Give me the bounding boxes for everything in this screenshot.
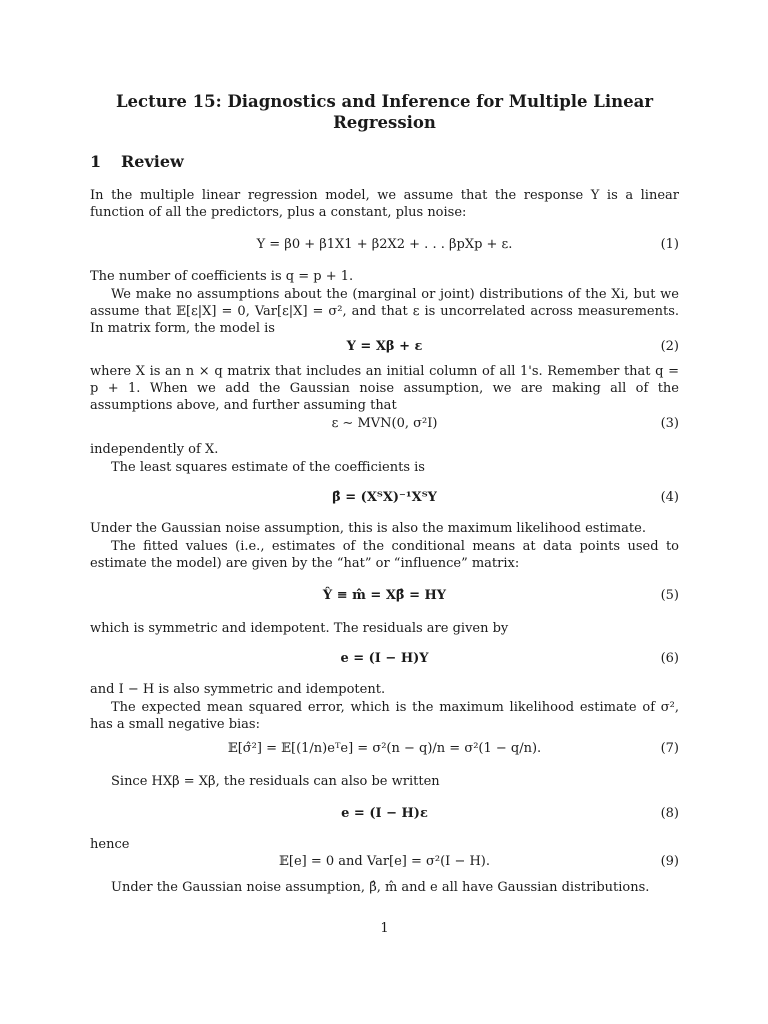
equation-9-body: 𝔼[e] = 0 and Var[e] = σ²(I − H). (278, 854, 491, 869)
equation-1-body: Y = β0 + β1X1 + β2X2 + . . . βpXp + ε. (256, 237, 513, 252)
equation-6-number: (6) (660, 651, 679, 666)
paragraph-9: which is symmetric and idempotent. The residuals are given by (90, 621, 509, 636)
paragraph-14: Under the Gaussian noise assumption, β̂, m̂ and e all have Gaussian distributions. (111, 880, 650, 895)
equation-6-body: e = (I − H)Y (340, 651, 429, 666)
section-heading (90, 153, 184, 170)
paragraph-13: hence (90, 837, 130, 852)
equation-5-number: (5) (660, 588, 679, 603)
section-number: 1 (90, 152, 102, 171)
paragraph-7: Under the Gaussian noise assumption, this is also the maximum likelihood estimate. (90, 521, 646, 536)
paragraph-6: The least squares estimate of the coefficients is (111, 460, 425, 475)
equation-7-body: 𝔼[σ̂²] = 𝔼[(1/n)eᵀe] = σ²(n − q)/n = σ²(1 − q/n). (227, 741, 542, 756)
equation-6 (90, 650, 679, 670)
paragraph-11: The expected mean squared error, which is the maximum likelihood estimate of σ², has a small negative bias: (90, 700, 679, 732)
equation-2 (90, 338, 679, 358)
equation-3-body: ε ∼ MVN(0, σ²I) (331, 416, 438, 431)
equation-2-number: (2) (660, 339, 679, 354)
equation-5 (90, 587, 679, 607)
document-page (90, 0, 679, 1024)
equation-3-number: (3) (660, 416, 679, 431)
lecture-title-text: Lecture 15: Diagnostics and Inference for Multiple Linear Regression (115, 92, 654, 132)
equation-2-body: Y = Xβ + ε (346, 339, 423, 354)
equation-1 (90, 236, 679, 256)
equation-9-number: (9) (660, 854, 679, 869)
equation-3 (90, 415, 679, 435)
equation-4 (90, 489, 679, 509)
equation-5-body: Ŷ ≡ m̂ = Xβ̂ = HY (322, 588, 447, 603)
equation-1-number: (1) (660, 237, 679, 252)
section-title: Review (121, 152, 184, 171)
page-number: 1 (380, 921, 389, 936)
equation-8-body: e = (I − H)ε (341, 806, 428, 821)
paragraph-5: independently of X. (90, 442, 219, 457)
equation-4-number: (4) (660, 490, 679, 505)
equation-7 (90, 740, 679, 760)
equation-8-number: (8) (660, 806, 679, 821)
paragraph-1: In the multiple linear regression model, we assume that the response Y is a linear function of all the predictors, plus a constant, plus noise: (90, 188, 679, 220)
paragraph-3: We make no assumptions about the (marginal or joint) distributions of the Xi, but we assume that 𝔼[ε|X] = 0, Var[ε|X] = σ², and that ε is uncorrelated across measurements. In matrix form, the model is (90, 287, 679, 336)
paragraph-2: The number of coefficients is q = p + 1. (90, 269, 354, 284)
equation-9 (90, 853, 679, 873)
paragraph-10: and I − H is also symmetric and idempotent. (90, 682, 386, 697)
lecture-title (90, 91, 679, 133)
equation-7-number: (7) (660, 741, 679, 756)
equation-8 (90, 805, 679, 825)
paragraph-4: where X is an n × q matrix that includes an initial column of all 1's. Remember that q = p + 1. When we add the Gaussian noise assumption, we are making all of the assumptions above, and further assuming that (90, 364, 679, 413)
paragraph-12: Since HXβ = Xβ, the residuals can also be written (111, 774, 440, 789)
paragraph-8: The fitted values (i.e., estimates of the conditional means at data points used to estimate the model) are given by the “hat” or “influence” matrix: (90, 539, 679, 571)
equation-4-body: β̂ = (XᵀX)⁻¹XᵀY (332, 490, 437, 505)
